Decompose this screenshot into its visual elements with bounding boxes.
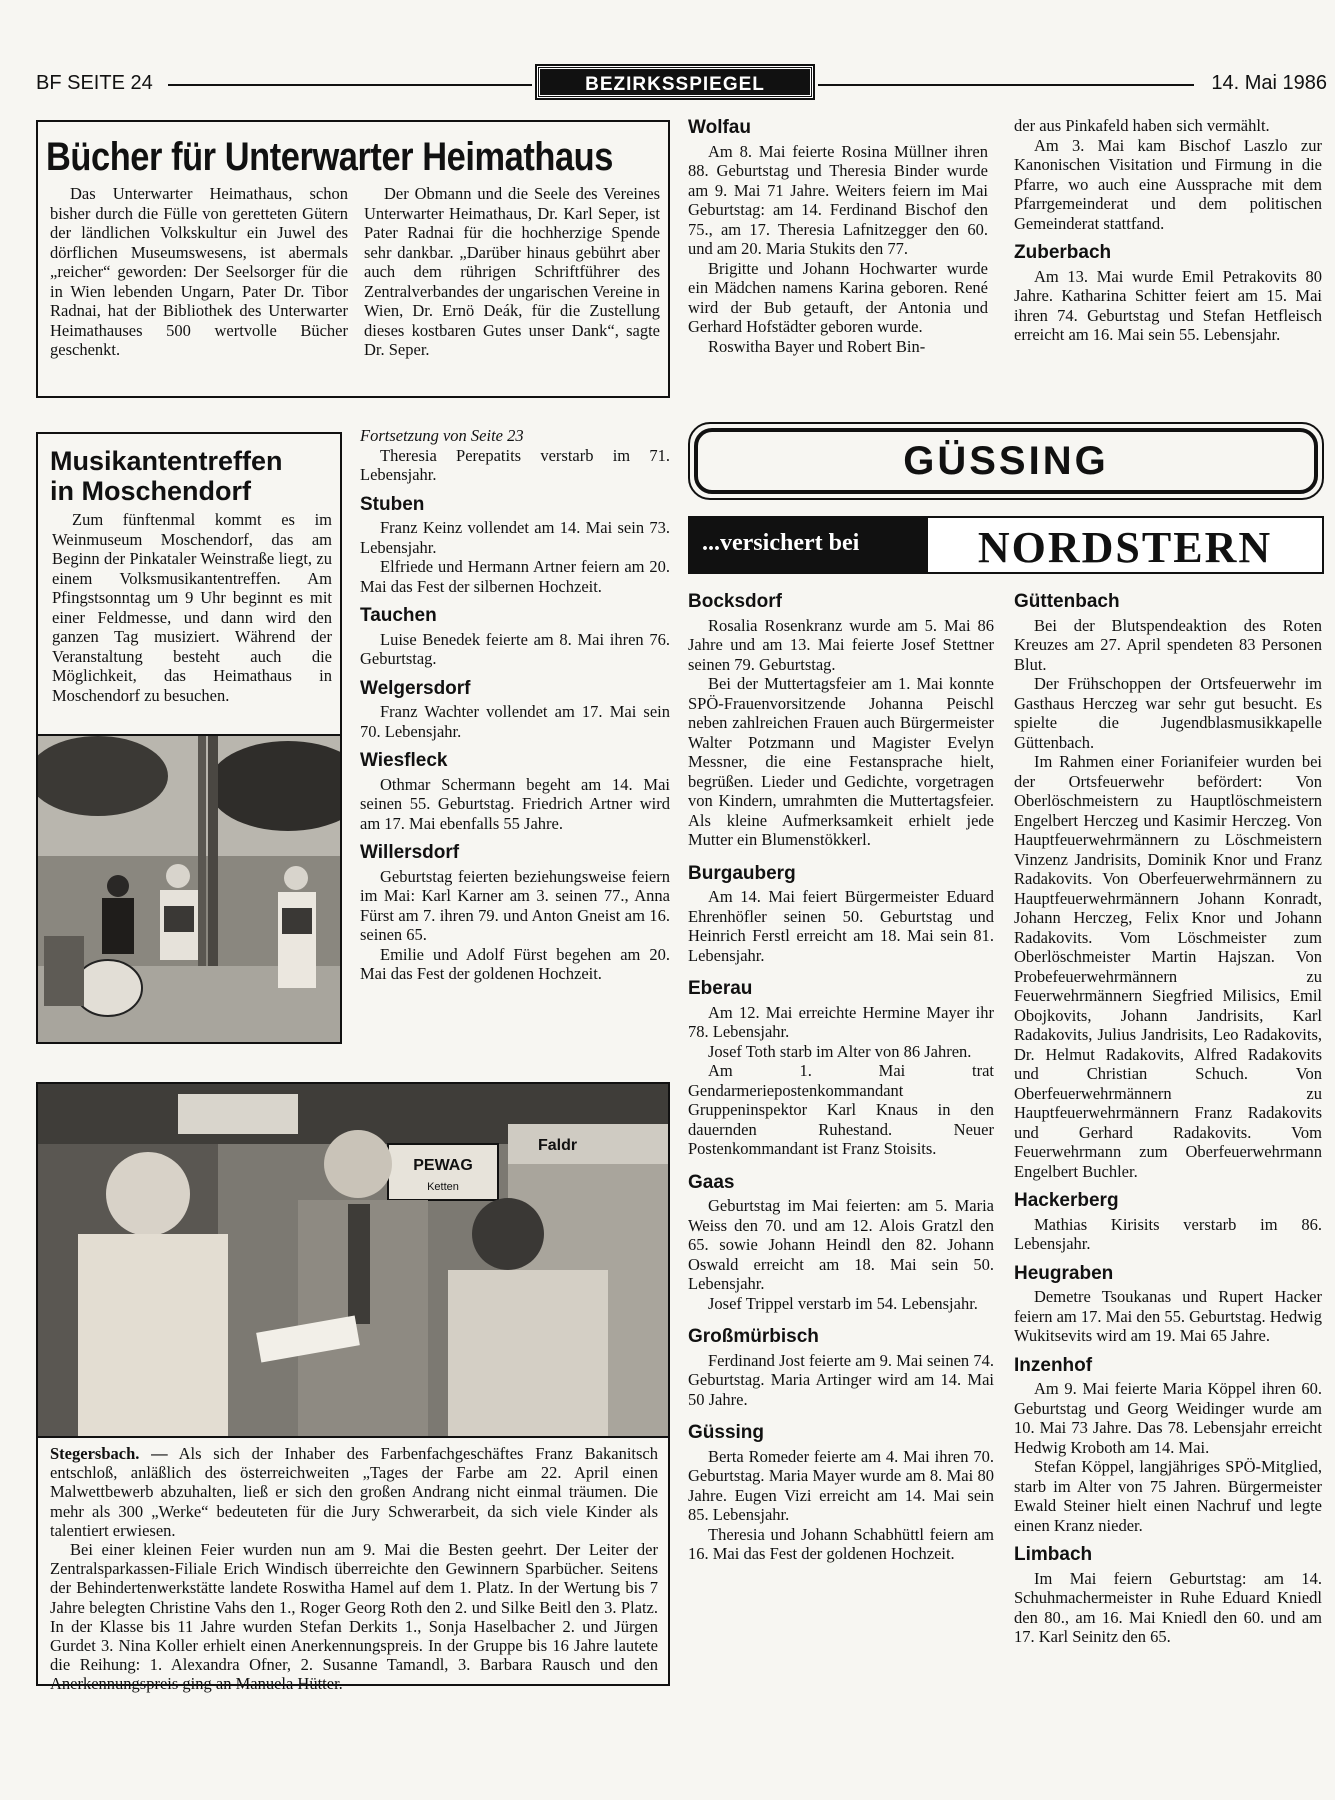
willersdorf-p1: Geburtstag feierten beziehungsweise feiern im Mai: Karl Karner am 3. seinen 77., Anna Fürst am 7. ihren 79. und Anton Gneist am 16. seinen 65.: [360, 866, 670, 944]
article-musikanten-body: Zum fünftenmal kommt es im Weinmuseum Moschendorf, das am Beginn der Pinkataler Weinstraße liegt, zu einem Volksmusikantentreffen. Am Pfingstsonntag um 9 Uhr beginnt es mit einer Feldmesse, und dann wird den ganzen Tag musiziert. Während der Veranstaltung besteht auch die Möglichkeit, das Heimathaus in Moschendorf zu besuchen.: [52, 510, 332, 705]
bocksdorf-p1: Rosalia Rosenkranz wurde am 5. Mai 86 Jahre und am 13. Mai feierte Josef Stettner seinen 79. Geburtstag.: [688, 615, 994, 674]
guettenbach-p2: Der Frühschoppen der Ortsfeuerwehr im Gasthaus Herczeg war sehr gut besucht. Es spielte die Jugendblasmusikkapelle Güttenbach.: [1014, 674, 1322, 752]
article-buecher-col1: Das Unterwarter Heimathaus, schon bisher durch die Fülle von geretteten Gütern der ländlichen Volkskultur ein Juwel des dörflichen Museumswesens, ist abermals „reicher“ geworden: Der Seelsorger für die in Wien lebenden Ungarn, Pater Dr. Tibor Radnai, hat der Bibliothek des Unterwarter Heimathauses 500 wertvolle Bücher geschenkt.: [50, 184, 348, 359]
wiesfleck-p1: Othmar Schermann begeht am 14. Mai seinen 55. Geburtstag. Friedrich Artner wird am 17. Mai ebenfalls 55 Jahre.: [360, 774, 670, 833]
heading-bocksdorf: Bocksdorf: [688, 591, 782, 612]
wolfau-p3: Roswitha Bayer und Robert Bin-: [708, 336, 926, 356]
burgauberg-p1: Am 14. Mai feiert Bürgermeister Eduard Ehrenhöfler seinen 50. Geburtstag und Heinrich Ferstl erreicht am 18. Mai sein 81. Lebensjahr.: [688, 887, 994, 965]
heading-heugraben: Heugraben: [1014, 1262, 1114, 1284]
hackerberg-p1: Mathias Kirisits verstarb im 86. Lebensjahr.: [1014, 1214, 1322, 1253]
col3-section: [688, 592, 994, 1564]
nordstern-logo-text: NORDSTERN: [926, 516, 1324, 574]
eberau-p2: Josef Toth starb im Alter von 86 Jahren.: [708, 1041, 972, 1061]
photo-sign-faldr-text: Faldr: [538, 1137, 578, 1154]
perepatits-p: Theresia Perepatits verstarb im 71. Lebensjahr.: [360, 445, 670, 484]
stuben-p2: Elfriede und Hermann Artner feiern am 20. Mai das Fest der silbernen Hochzeit.: [360, 557, 670, 596]
header-rule-left: [168, 84, 532, 86]
article-musikanten-box: [36, 432, 342, 1044]
nordstern-tagline: ...versichert bei: [702, 530, 860, 556]
heugraben-p1: Demetre Tsoukanas und Rupert Hacker feiern am 17. Mai den 55. Geburtstag. Hedwig Wukitsevits wird am 19. Mai 65 Jahre.: [1014, 1287, 1322, 1345]
col4-top-section: [1014, 116, 1322, 345]
col4-top-p1: der aus Pinkafeld haben sich vermählt.: [1014, 116, 1270, 135]
guessing-banner-title: GÜSSING: [694, 428, 1318, 494]
caption-p1-text: Als sich der Inhaber des Farbenfachgeschäftes Franz Bakanitsch entschloß, anläßlich des österreichweiten „Tages der Farbe am 22. April einen Malwettbewerb abzuhalten, ließ er sich den großen Andrang nicht einmal träumen. Die mehr als 300 „Werke“ bedeuteten für die Jury Schwerarbeit, da sich viele Kinder als talentiert erwiesen.: [50, 1444, 658, 1540]
photo-chair: [44, 936, 84, 1006]
heading-grossmuerbisch: Großmürbisch: [688, 1326, 819, 1347]
heading-inzenhof: Inzenhof: [1014, 1354, 1093, 1376]
welgersdorf-p1: Franz Wachter vollendet am 17. Mai sein 70. Lebensjahr.: [360, 702, 670, 741]
inzenhof-p2: Stefan Köppel, langjähriges SPÖ-Mitglied, starb im Alter von 75 Jahren. Bürgermeister Ewald Steiner hielt einen Nachruf und legte einen Kranz nieder.: [1014, 1457, 1322, 1535]
heading-welgersdorf: Welgersdorf: [360, 677, 471, 699]
heading-burgauberg: Burgauberg: [688, 862, 796, 884]
musicians-photo: [38, 736, 340, 1042]
grossmuerbisch-p1: Ferdinand Jost feierte am 9. Mai seinen 74. Geburtstag. Maria Artinger wird am 14. Mai 50 Jahre.: [688, 1350, 994, 1409]
wolfau-section: [688, 118, 988, 356]
heading-gaas: Gaas: [688, 1171, 735, 1193]
eberau-p1: Am 12. Mai erreichte Hermine Mayer ihr 78. Lebensjahr.: [688, 1002, 994, 1041]
article-musikanten-title-1: Musikantentreffen: [50, 446, 283, 476]
col4-top-p2: Am 3. Mai kam Bischof Laszlo zur Kanonischen Visitation und Firmung in die Pfarre, wo auch eine Aussprache mit dem Pfarrgemeinderat und dem politischen Gemeinderat stattfand.: [1014, 135, 1322, 233]
photo-sign-pewag-text: PEWAG: [413, 1157, 473, 1174]
heading-guettenbach: Güttenbach: [1014, 591, 1120, 612]
nordstern-ad: [688, 516, 1324, 574]
heading-willersdorf: Willersdorf: [360, 842, 460, 863]
eberau-p3: Am 1. Mai trat Gendarmeriepostenkommandant Gruppeninspektor Karl Knaus in den dauernden Ruhestand. Neuer Postenkommandant ist Franz Stoisits.: [688, 1061, 994, 1158]
heading-tauchen: Tauchen: [360, 605, 437, 626]
header-rule-right: [818, 84, 1194, 86]
zuberbach-p1: Am 13. Mai wurde Emil Petrakovits 80 Jahre. Katharina Schitter feiert am 15. Mai ihren 74. Geburtstag und Stefan Hetfleisch erreicht am 16. Mai sein 55. Lebensjahr.: [1014, 266, 1322, 344]
heading-hackerberg: Hackerberg: [1014, 1190, 1119, 1211]
caption-lead: Stegersbach. —: [50, 1444, 168, 1463]
guettenbach-p1: Bei der Blutspendeaktion des Roten Kreuzes am 27. April spendeten 83 Personen Blut.: [1014, 615, 1322, 674]
guessing-p1: Berta Romeder feierte am 4. Mai ihren 70. Geburtstag. Maria Mayer wurde am 8. Mai 80 Jahre. Eugen Vizi erreicht am 14. Mai sein 85. Lebensjahr.: [688, 1446, 994, 1524]
caption-divider: [38, 1436, 668, 1438]
photo-sign-right: [508, 1124, 668, 1164]
stegersbach-photo: [38, 1084, 668, 1436]
photo-sign-left: [178, 1094, 298, 1134]
article-stegersbach-box: [36, 1082, 670, 1694]
col2-mid-section: [360, 426, 670, 984]
photo-sign-ketten-text: Ketten: [427, 1181, 459, 1193]
heading-eberau: Eberau: [688, 978, 753, 999]
wolfau-p1: Am 8. Mai feierte Rosina Müllner ihren 88. Geburtstag und Theresia Binder wurde am 9. Mai 71 Jahre. Weiters feiern im Mai Geburtstag: am 14. Ferdinand Bischof den 75., am 17. Theresia Lafnitzegger den 60. und am 20. Maria Stukits den 77.: [688, 141, 988, 258]
limbach-p1: Im Mai feiern Geburtstag: am 14. Schuhmachermeister in Ruhe Eduard Kniedl den 80., am 16. Mai Kniedl den 60. und am 17. Karl Seinitz den 65.: [1014, 1568, 1322, 1646]
caption-p1: [50, 1444, 658, 1540]
caption-p2: Bei einer kleinen Feier wurden nun am 9. Mai die Besten geehrt. Der Leiter der Zentralsparkassen-Filiale Erich Windisch überreichte den Gewinnern Sparbücher. Seitens der Behindertenwerkstätte landete Roswitha Hamel auf dem 1. Platz. In der Wertung bis 7 Jahre belegten Christine Vahs den 1., Roger Georg Roth den 2. und Silke Beitl den 3. Platz. In der Klasse bis 11 Jahre wurden Stefan Derkits 1., Sonja Haselbacher 2. und Jürgen Gurdet 3. Nina Koller erhielt einen Anerkennungspreis. In der Gruppe bis 16 Jahre lautete die Reihung: 1. Alexandra Ofner, 2. Susanne Tamandl, 3. Barbara Rausch und den Anerkennungspreis ging an Manuela Hütter.: [50, 1540, 658, 1694]
article-musikanten-title-2: in Moschendorf: [50, 476, 251, 506]
heading-zuberbach: Zuberbach: [1014, 242, 1112, 263]
photo-drum: [74, 960, 142, 1016]
willersdorf-p2: Emilie und Adolf Fürst begehen am 20. Mai das Fest der goldenen Hochzeit.: [360, 944, 670, 983]
article-buecher-col2: Der Obmann und die Seele des Vereines Unterwarter Heimathaus, Dr. Karl Seper, ist Pater Radnai für die hochherzige Spende sehr dankbar. „Darüber hinaus gebührt aber auch dem rührigen Schriftführer des Zentralverbandes der ungarischen Vereine in Wien, Dr. Ernö Deák, für die Zustellung dieses kostbaren Gutes unser Dank“, sagte Dr. Seper.: [364, 184, 660, 359]
stegersbach-caption: [50, 1444, 658, 1694]
heading-limbach: Limbach: [1014, 1544, 1093, 1565]
gaas-p1: Geburtstag im Mai feierten: am 5. Maria Weiss den 70. und am 12. Alois Gratzl den 65. sowie Johann Heindl den 82. Johann Oswald erreicht am 18. Mai sein 50. Lebensjahr.: [688, 1196, 994, 1293]
article-buecher-title: Bücher für Unterwarter Heimathaus: [46, 135, 613, 179]
bocksdorf-p2: Bei der Muttertagsfeier am 1. Mai konnte SPÖ-Frauenvorsitzende Johanna Peischl neben zahlreichen Frauen auch Bürgermeister Walter Potzmann und Magister Evelyn Messner, die eine Festansprache hielt, begrüßen. Lieder und Gedichte, vorgetragen von Kindern, umrahmten die Muttertagsfeier. Als kleine Aufmerksamkeit erhielt jede Mutter ein Blumenstökkerl.: [688, 674, 994, 849]
inzenhof-p1: Am 9. Mai feierte Maria Köppel ihren 60. Geburtstag und Georg Weidinger wurde am 10. Mai 73 Jahre. Das 78. Lebensjahr erreicht Hedwig Kroboth am 14. Mai.: [1014, 1379, 1322, 1457]
heading-guessing: Güssing: [688, 1422, 765, 1443]
guessing-p2: Theresia und Johann Schabhüttl feiern am 16. Mai das Fest der goldenen Hochzeit.: [688, 1524, 994, 1563]
tauchen-p1: Luise Benedek feierte am 8. Mai ihren 76. Geburtstag.: [360, 629, 670, 668]
gaas-p2: Josef Trippel verstarb im 54. Lebensjahr.: [708, 1293, 978, 1313]
wolfau-p2: Brigitte und Johann Hochwarter wurde ein Mädchen namens Karina geboren. René wird der Bub getauft, der Antonia und Gerhard Hofstädter geboren wurde.: [688, 258, 988, 336]
heading-stuben: Stuben: [360, 493, 425, 515]
stuben-p1: Franz Keinz vollendet am 14. Mai sein 73. Lebensjahr.: [360, 518, 670, 557]
heading-wolfau: Wolfau: [688, 117, 751, 138]
guettenbach-p3: Im Rahmen einer Forianifeier wurden bei der Ortsfeuerwehr befördert: Von Oberlöschmeistern zu Hauptlöschmeistern Engelbert Herczeg und Kasimir Herczeg. Von Hauptfeuerwehrmännern zu Löschmeistern Vinzenz Jandrisits, Dominik Knor und Franz Radakovits. Von Oberfeuerwehrmännern zu Hauptfeuerwehrmännern Johann Konradt, Johann Herczeg, Felix Knor und Johann Radakovits. Vom Löschmeister zum Oberlöschmeister Martin Hajszan. Von Probefeuerwehrmännern zu Feuerwehrmännern Siegfried Milisics, Emil Obojkovits, Johann Jandrisits, Karl Radakovits, Julius Jandrisits, Leo Radakovits, Dr. Helmut Radakovits, Alfred Radakovits und Christian Schuch. Von Oberfeuerwehrmännern zu Hauptfeuerwehrmännern Franz Radakovits und Gerhard Radakovits. Vom Feuerwehrmann zum Oberfeuerwehrmann Engelbert Buchler.: [1014, 752, 1322, 1181]
col4-section: [1014, 592, 1322, 1647]
section-title: BEZIRKSSPIEGEL: [537, 66, 813, 98]
page-number: BF SEITE 24: [36, 72, 153, 94]
continued-from-label: Fortsetzung von Seite 23: [360, 426, 524, 445]
article-buecher-box: [36, 120, 670, 398]
issue-date: 14. Mai 1986: [1211, 72, 1327, 94]
heading-wiesfleck: Wiesfleck: [360, 750, 448, 771]
